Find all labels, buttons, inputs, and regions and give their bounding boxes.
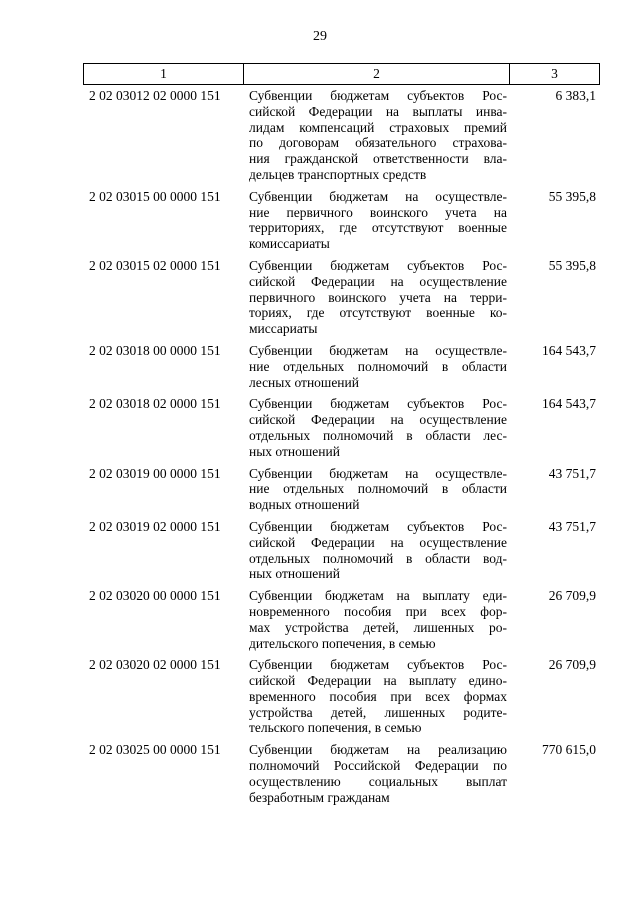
amount: 164 543,7	[542, 396, 596, 412]
item-description	[249, 742, 507, 805]
description-line: Субвенции бюджетам субъектов Рос-	[249, 88, 507, 103]
budget-code: 2 02 03012 02 0000 151	[89, 88, 221, 103]
budget-code: 2 02 03018 02 0000 151	[89, 396, 221, 412]
table-row	[83, 657, 600, 736]
description-line: тельского попечения, в семью	[249, 720, 422, 736]
description-line: осуществлению социальных выплат	[249, 773, 507, 789]
description-line: водных отношений	[249, 497, 360, 513]
budget-code: 2 02 03015 02 0000 151	[89, 257, 221, 273]
table-row	[83, 519, 600, 582]
table-row	[83, 466, 600, 513]
amount: 6 383,1	[555, 88, 596, 103]
description-line: комиссариаты	[249, 236, 330, 252]
description-line: Субвенции бюджетам субъектов Рос-	[249, 396, 507, 412]
description-line: ных отношений	[249, 566, 340, 582]
description-line: ных отношений	[249, 443, 340, 459]
budget-code: 2 02 03020 00 0000 151	[89, 588, 221, 604]
amount: 26 709,9	[548, 657, 596, 673]
description-line: миссариаты	[249, 321, 318, 337]
description-line: лесных отношений	[249, 374, 359, 390]
description-line: ние первичного воинского учета на	[249, 204, 507, 220]
description-line: сийской Федерации на осуществление	[249, 273, 507, 289]
description-line: новременного пособия при всех фор-	[249, 603, 507, 619]
description-line: сийской Федерации на выплату едино-	[249, 673, 507, 689]
budget-code: 2 02 03025 00 0000 151	[89, 742, 221, 758]
description-line: безработным гражданам	[249, 789, 390, 805]
description-line: отдельных полномочий в области вод-	[249, 550, 507, 566]
budget-code: 2 02 03019 02 0000 151	[89, 518, 221, 534]
column-header-1: 1	[84, 64, 244, 84]
description-line: ния гражданской ответственности вла-	[249, 151, 507, 167]
table-header	[83, 63, 600, 85]
description-line: Субвенции бюджетам на реализацию	[249, 742, 507, 758]
column-header-3: 3	[551, 66, 558, 81]
description-line: ние отдельных полномочий в области	[249, 481, 507, 497]
description-line: Субвенции бюджетам на осуществле-	[249, 188, 507, 204]
description-line: временного пособия при всех формах	[249, 688, 507, 704]
amount: 55 395,8	[548, 257, 596, 273]
description-line: полномочий Российской Федерации по	[249, 758, 507, 774]
page-number: 29	[313, 29, 327, 44]
item-description	[249, 189, 507, 252]
table-row	[83, 88, 600, 183]
description-line: территориях, где отсутствуют военные	[249, 220, 507, 236]
table-body	[83, 88, 600, 811]
item-description	[249, 343, 507, 390]
item-description	[249, 466, 507, 513]
item-description	[249, 588, 507, 651]
amount: 164 543,7	[542, 342, 596, 358]
description-line: ториях, где отсутствуют военные ко-	[249, 305, 507, 321]
description-line: дительского попечения, в семью	[249, 635, 436, 651]
item-description	[249, 519, 507, 582]
item-description	[249, 258, 507, 337]
description-line: ние отдельных полномочий в области	[249, 358, 507, 374]
amount: 43 751,7	[548, 518, 596, 534]
description-line: первичного воинского учета на терри-	[249, 289, 507, 305]
table-row	[83, 588, 600, 651]
budget-code: 2 02 03019 00 0000 151	[89, 465, 221, 481]
table-row	[83, 742, 600, 805]
description-line: по договорам обязательного страхова-	[249, 135, 507, 151]
table-row	[83, 343, 600, 390]
description-line: Субвенции бюджетам на осуществле-	[249, 465, 507, 481]
budget-code: 2 02 03018 00 0000 151	[89, 342, 221, 358]
table-row	[83, 189, 600, 252]
description-line: сийской Федерации на осуществление	[249, 534, 507, 550]
item-description	[249, 396, 507, 459]
description-line: лидам компенсаций страховых премий	[249, 119, 507, 135]
amount: 770 615,0	[542, 742, 596, 758]
description-line: отдельных полномочий в области лес-	[249, 427, 507, 443]
description-line: сийской Федерации на выплаты инва-	[249, 103, 507, 119]
description-line: мах устройства детей, лишенных ро-	[249, 619, 507, 635]
description-line: Субвенции бюджетам на осуществле-	[249, 342, 507, 358]
item-description	[249, 88, 507, 183]
budget-code: 2 02 03015 00 0000 151	[89, 188, 221, 204]
description-line: Субвенции бюджетам на выплату еди-	[249, 588, 507, 604]
description-line: Субвенции бюджетам субъектов Рос-	[249, 257, 507, 273]
description-line: Субвенции бюджетам субъектов Рос-	[249, 518, 507, 534]
amount: 55 395,8	[548, 188, 596, 204]
table-row	[83, 396, 600, 459]
amount: 43 751,7	[548, 465, 596, 481]
description-line: дельцев транспортных средств	[249, 166, 427, 182]
table-row	[83, 258, 600, 337]
description-line: Субвенции бюджетам субъектов Рос-	[249, 657, 507, 673]
description-line: устройства детей, лишенных родите-	[249, 704, 507, 720]
description-line: сийской Федерации на осуществление	[249, 412, 507, 428]
column-header-2: 2	[244, 64, 510, 84]
amount: 26 709,9	[548, 588, 596, 604]
budget-code: 2 02 03020 02 0000 151	[89, 657, 221, 673]
item-description	[249, 657, 507, 736]
